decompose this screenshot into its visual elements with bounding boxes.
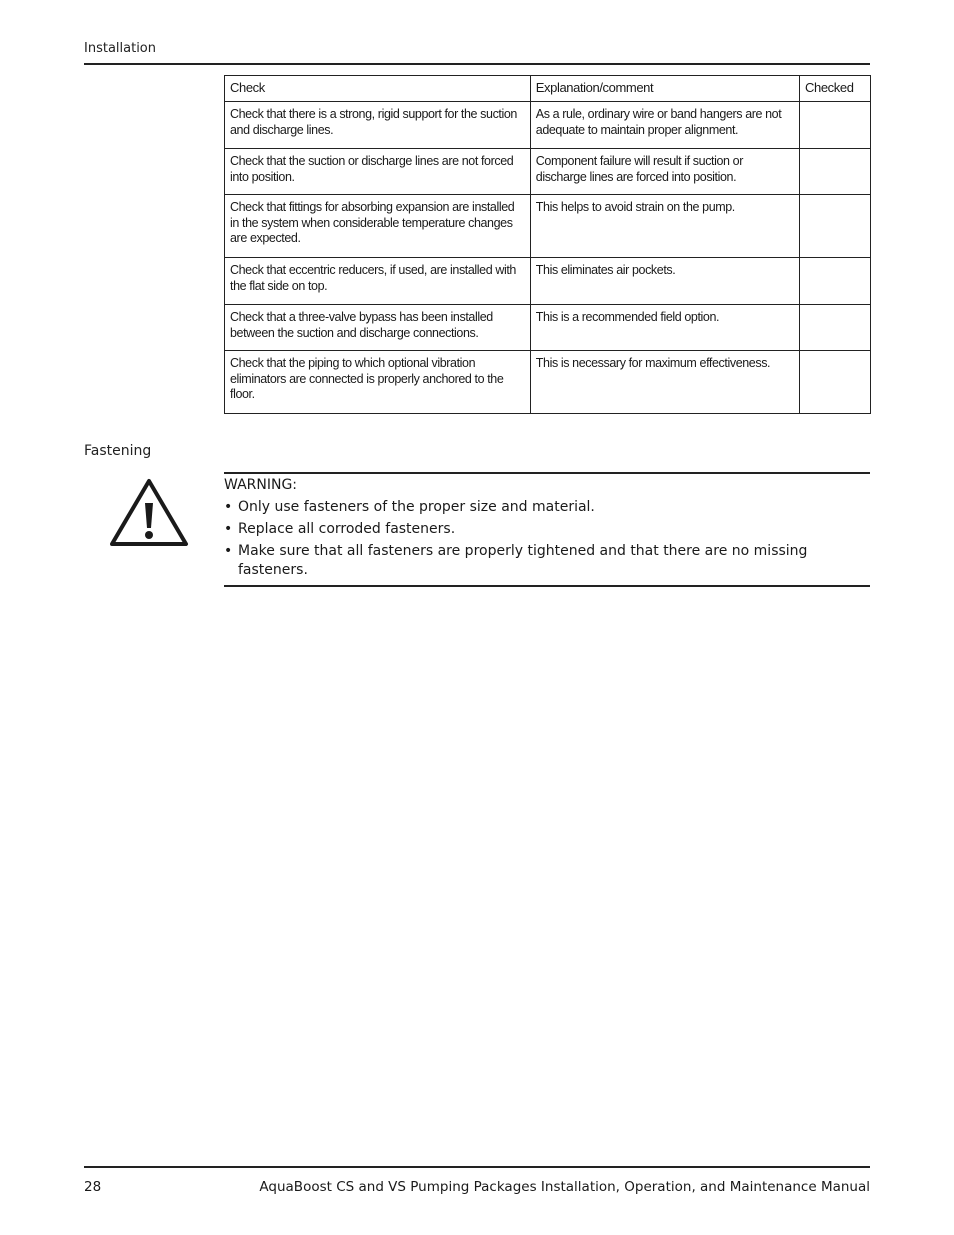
list-item xyxy=(224,498,838,517)
table-row xyxy=(225,258,871,305)
header-divider xyxy=(84,63,870,65)
installation-checklist-table xyxy=(224,75,871,414)
explanation-cell: As a rule, ordinary wire or band hangers are not adequate to maintain proper alignment. xyxy=(530,102,799,149)
explanation-cell: This is necessary for maximum effectiveness. xyxy=(530,351,799,414)
column-header-check: Check xyxy=(225,76,531,102)
warning-item-text: Replace all corroded fasteners. xyxy=(238,521,456,537)
check-cell: Check that eccentric reducers, if used, are installed with the flat side on top. xyxy=(225,258,531,305)
running-header-section: Installation xyxy=(84,41,157,56)
check-cell: Check that the piping to which optional vibration eliminators are connected is properly anchored to the floor. xyxy=(225,351,531,414)
warning-message xyxy=(224,476,870,583)
explanation-cell: This is a recommended field option. xyxy=(530,305,799,351)
warning-list xyxy=(224,498,870,580)
check-cell: Check that the suction or discharge lines are not forced into position. xyxy=(225,149,531,195)
list-item xyxy=(224,542,838,580)
warning-item-text: Make sure that all fasteners are properly tightened and that there are no missing fasteners. xyxy=(238,543,808,578)
table-row xyxy=(225,102,871,149)
check-cell: Check that there is a strong, rigid support for the suction and discharge lines. xyxy=(225,102,531,149)
explanation-cell: This helps to avoid strain on the pump. xyxy=(530,195,799,258)
checked-cell xyxy=(800,149,871,195)
list-item xyxy=(224,520,838,539)
manual-title: AquaBoost CS and VS Pumping Packages Installation, Operation, and Maintenance Manual xyxy=(259,1179,870,1195)
table-row xyxy=(225,195,871,258)
checked-cell xyxy=(800,305,871,351)
explanation-cell: This eliminates air pockets. xyxy=(530,258,799,305)
warning-title: WARNING: xyxy=(224,477,298,493)
table-row xyxy=(225,351,871,414)
footer-divider xyxy=(84,1166,870,1168)
section-heading-fastening: Fastening xyxy=(84,443,152,459)
column-header-checked: Checked xyxy=(800,76,871,102)
checked-cell xyxy=(800,351,871,414)
warning-triangle-icon xyxy=(110,478,190,548)
table-header-row xyxy=(225,76,871,102)
table-row xyxy=(225,305,871,351)
checked-cell xyxy=(800,258,871,305)
explanation-cell: Component failure will result if suction or discharge lines are forced into position. xyxy=(530,149,799,195)
bullet-marker: • xyxy=(224,543,233,559)
warning-top-divider xyxy=(224,472,870,474)
check-cell: Check that fittings for absorbing expansion are installed in the system when considerable temperature changes are expected. xyxy=(225,195,531,258)
column-header-explanation: Explanation/comment xyxy=(530,76,799,102)
warning-item-text: Only use fasteners of the proper size and material. xyxy=(238,499,595,515)
table-row xyxy=(225,149,871,195)
page-number: 28 xyxy=(84,1179,102,1195)
checked-cell xyxy=(800,102,871,149)
bullet-marker: • xyxy=(224,499,233,515)
checked-cell xyxy=(800,195,871,258)
check-cell: Check that a three-valve bypass has been installed between the suction and discharge connections. xyxy=(225,305,531,351)
warning-bottom-divider xyxy=(224,585,870,587)
bullet-marker: • xyxy=(224,521,233,537)
